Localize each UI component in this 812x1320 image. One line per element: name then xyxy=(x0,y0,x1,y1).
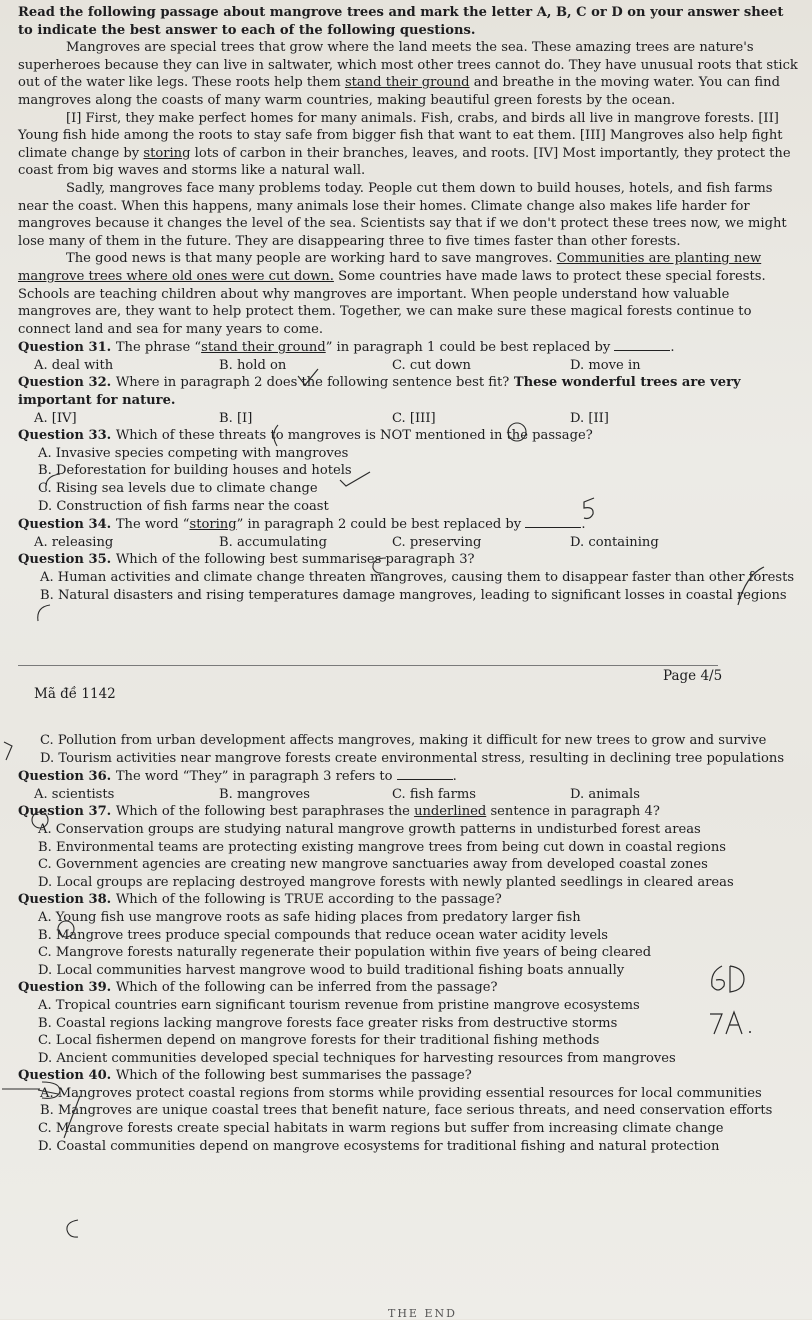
underlined-word-storing: storing xyxy=(143,145,191,161)
option-b[interactable]: B. accumulating xyxy=(219,534,327,550)
question-32-options xyxy=(18,410,798,428)
question-36-options xyxy=(18,786,798,804)
exam-code: Mã đề 1142 xyxy=(34,686,116,702)
option-c[interactable]: C. Rising sea levels due to climate change xyxy=(38,481,318,497)
option-d[interactable]: D. Construction of fish farms near the coast xyxy=(38,498,329,514)
option-a[interactable]: A. Mangroves protect coastal regions from storms while providing essential resources for local communities xyxy=(40,1085,762,1101)
option-b[interactable]: B. Coastal regions lacking mangrove forests face greater risks from destructive storms xyxy=(38,1015,618,1031)
option-c[interactable]: C. preserving xyxy=(392,534,482,550)
paragraph-1: Mangroves are special trees that grow where the land meets the sea. These amazing trees are nature's superheroes because they can live in saltwater, which most other trees cannot do. They have unusual roots that stick out of the water like legs. These roots help them stand their ground and breathe in the moving water. You can find mangroves along the coasts of many warm countries, making beautiful green forests by the ocean. xyxy=(18,40,798,108)
end-text: THE END xyxy=(388,1307,457,1320)
option-c[interactable]: C. Government agencies are creating new mangrove sanctuaries away from developed coastal zones xyxy=(38,857,708,873)
option-c[interactable]: C. Mangrove forests create special habitats in warm regions but suffer from increasing climate change xyxy=(38,1121,724,1137)
option-b[interactable]: B. [I] xyxy=(219,410,253,426)
question-35: Question 35. Which of the following best summarises paragraph 3? xyxy=(18,552,475,568)
option-a[interactable]: A. Human activities and climate change threaten mangroves, causing them to disappear faster than other forests xyxy=(40,570,795,585)
question-31-options xyxy=(18,357,798,375)
option-d[interactable]: D. Coastal communities depend on mangrove ecosystems for traditional fishing and natural protection xyxy=(38,1138,720,1154)
question-39: Question 39. Which of the following can be inferred from the passage? xyxy=(18,980,498,996)
option-b[interactable]: B. Mangroves are unique coastal trees that benefit nature, face serious threats, and need conservation efforts xyxy=(40,1103,773,1119)
option-b[interactable]: B. Natural disasters and rising temperatures damage mangroves, leading to significant losses in coastal regions xyxy=(40,587,787,603)
paragraph-2: [I] First, they make perfect homes for many animals. Fish, crabs, and birds all live in mangrove forests. [II] Young fish hide among the roots to stay safe from bigger fish that want to eat them. [III] Mangroves also help fight climate change by storing lots of carbon in their branches, leaves, and roots. [IV] Most importantly, they protect the coast from big waves and storms like a natural wall. xyxy=(18,110,791,179)
page-top-section xyxy=(18,4,798,604)
option-a[interactable]: A. releasing xyxy=(34,534,114,550)
option-a[interactable]: A. Invasive species competing with mangroves xyxy=(38,445,349,461)
option-c[interactable]: C. Pollution from urban development affects mangroves, making it difficult for new trees to grow and survive xyxy=(40,733,767,748)
circle-q35-a xyxy=(34,603,54,629)
option-d[interactable]: D. [II] xyxy=(570,410,609,426)
option-b[interactable]: B. Deforestation for building houses and hotels xyxy=(38,463,352,479)
option-c[interactable]: C. cut down xyxy=(392,357,471,373)
paragraph-3: Sadly, mangroves face many problems today. People cut them down to build houses, hotels, and fish farms near the coast. When this happens, many animals lose their homes. Climate change also makes life harder for mangroves because it changes the level of the sea. Scientists say that if we don't protect these trees now, we might lose many of them in the future. They are disappearing three to five times faster than other forests. xyxy=(18,180,787,249)
question-34-options xyxy=(18,534,798,552)
option-b[interactable]: B. Mangrove trees produce special compounds that reduce ocean water acidity levels xyxy=(38,927,608,943)
option-d[interactable]: D. Local communities harvest mangrove wood to build traditional fishing boats annually xyxy=(38,962,625,978)
underlined-phrase-stand-their-ground: stand their ground xyxy=(344,75,470,91)
question-32: Question 32. Where in paragraph 2 does the following sentence best fit? These wonderful trees are very important for nature. xyxy=(18,375,741,409)
option-b[interactable]: B. mangroves xyxy=(219,786,310,802)
option-a[interactable]: A. scientists xyxy=(34,786,115,802)
paragraph-4: The good news is that many people are working hard to save mangroves. Communities are planting new mangrove trees where old ones were cut down. Some countries have made laws to protect these special forests. Schools are teaching children about why mangroves are important. When people understand how valuable mangroves are, they want to help protect them. Together, we can make sure these magical forests continue to connect land and sea for many years to come. xyxy=(18,251,766,337)
option-c[interactable]: C. [III] xyxy=(392,410,436,426)
option-d[interactable]: D. Local groups are replacing destroyed mangrove forests with newly planted seedlings in cleared areas xyxy=(38,874,734,890)
option-d[interactable]: D. Ancient communities developed special techniques for harvesting resources from mangroves xyxy=(38,1050,676,1066)
option-d[interactable]: D. animals xyxy=(570,786,640,802)
option-c[interactable]: C. Local fishermen depend on mangrove forests for their traditional fishing methods xyxy=(38,1033,600,1049)
option-d[interactable]: D. containing xyxy=(570,534,659,550)
option-d[interactable]: D. Tourism activities near mangrove forests create environmental stress, resulting in declining tree populations xyxy=(40,750,785,766)
circle-q40-b xyxy=(64,1218,86,1244)
instructions: Read the following passage about mangrove trees and mark the letter A, B, C or D on your answer sheet to indicate the best answer to each of the following questions. xyxy=(18,5,784,38)
page-bottom-section xyxy=(18,732,798,1155)
question-36: Question 36. The word “They” in paragraph 3 refers to . xyxy=(18,769,457,785)
option-a[interactable]: A. deal with xyxy=(34,357,114,373)
page-number: Page 4/5 xyxy=(663,668,723,684)
option-a[interactable]: A. Conservation groups are studying natural mangrove growth patterns in undisturbed forest areas xyxy=(38,821,701,837)
question-40: Question 40. Which of the following best summarises the passage? xyxy=(18,1068,472,1084)
option-a[interactable]: A. [IV] xyxy=(34,410,77,426)
underlined-sentence: Communities are planting new mangrove trees where old ones were cut down. xyxy=(18,251,762,284)
question-38: Question 38. Which of the following is TRUE according to the passage? xyxy=(18,892,502,908)
page-divider xyxy=(18,665,718,666)
option-a[interactable]: A. Tropical countries earn significant tourism revenue from pristine mangrove ecosystems xyxy=(38,997,640,1013)
option-b[interactable]: B. hold on xyxy=(219,357,287,373)
option-d[interactable]: D. move in xyxy=(570,357,641,373)
question-37: Question 37. Which of the following best paraphrases the underlined sentence in paragraph 4? xyxy=(18,804,660,820)
option-c[interactable]: C. Mangrove forests naturally regenerate their population within five years of being cleared xyxy=(38,945,652,961)
option-a[interactable]: A. Young fish use mangrove roots as safe hiding places from predatory larger fish xyxy=(38,909,581,925)
question-31: Question 31. The phrase “stand their ground” in paragraph 1 could be best replaced by . xyxy=(18,340,675,356)
option-c[interactable]: C. fish farms xyxy=(392,786,476,802)
question-34: Question 34. The word “storing” in paragraph 2 could be best replaced by . xyxy=(18,517,586,533)
option-b[interactable]: B. Environmental teams are protecting existing mangrove trees from being cut down in coastal regions xyxy=(38,839,727,855)
question-33: Question 33. Which of these threats to mangroves is NOT mentioned in the passage? xyxy=(18,428,593,444)
